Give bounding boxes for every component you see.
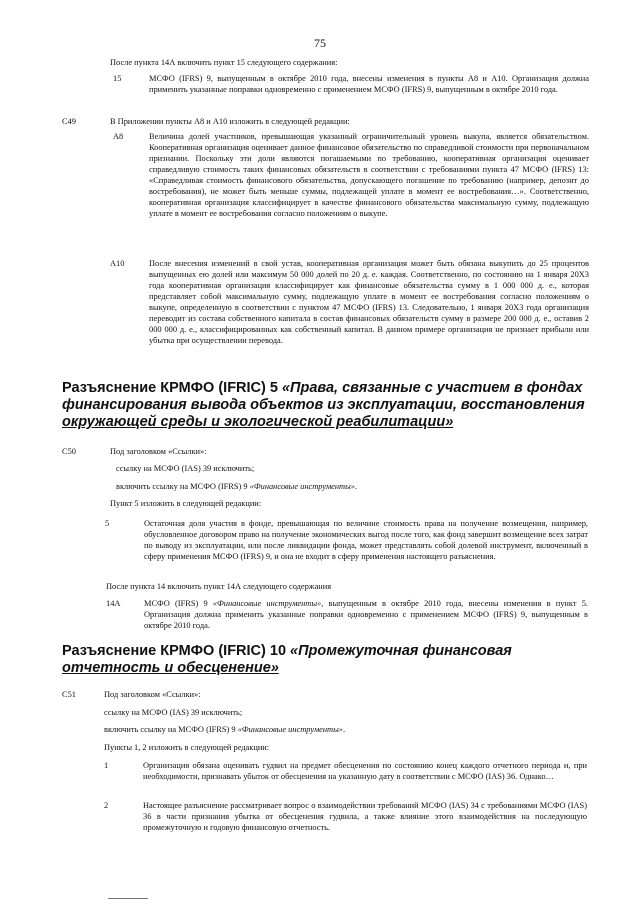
- footnote-divider: [108, 898, 148, 899]
- section-heading: [62, 380, 592, 431]
- heading-title-end: окружающей среды и экологической реабилитации»: [62, 414, 454, 430]
- paragraph-text: Настоящее разъяснение рассматривает вопрос о взаимодействии требований МСФО (IAS) 34 с требованиями МСФО (IAS) 36 в части признания убытка от обесценения гудвила, а также влияние этого взаимодействия на последующую промежуточную и годовую финансовую отчетность.: [143, 801, 587, 832]
- paragraph-number: 1: [104, 761, 109, 770]
- paragraph-number: А8: [113, 132, 124, 141]
- heading-title-end: отчетность и обесценение»: [62, 660, 279, 676]
- heading-prefix: Разъяснение КРМФО (IFRIC) 5: [62, 380, 282, 396]
- paragraph-text: МСФО (IFRS) 9, выпущенным в октябре 2010 года, внесены изменения в пункты А8 и А10. Организация должна применить указанные поправки одновременно с применением МСФО (IFRS) 9, выпущенным в октябре 2010 года.: [149, 74, 589, 94]
- paragraph-text: МСФО (IFRS) 9 «Финансовые инструменты», выпущенным в октябре 2010 года, внесены изменения в пункт 5. Организация должна применить указанные поправки одновременно с применением МСФО (IFRS) 9, выпущенным в октябре 2010 года.: [144, 599, 588, 630]
- heading-title: «Промежуточная финансовая: [290, 643, 512, 659]
- heading-prefix: Разъяснение КРМФО (IFRIC) 10: [62, 643, 291, 659]
- instruction-text: В Приложении пункты А8 и А10 изложить в следующей редакции:: [110, 117, 350, 126]
- paragraph-number: А10: [110, 259, 125, 268]
- instruction-text: Под заголовком «Ссылки»:: [110, 447, 207, 456]
- paragraph-text: Остаточная доля участия в фонде, превышающая по величине стоимость права на получение возмещения, например, обусловленное договором право на получение экономических выгод после того, как фонд завершит возмещение всех затрат по выводу из эксплуатации, или после ликвидации фонда, может представлять собой долевой инструмент, включенный в сферу применения МСФО (IFRS) 9, и она не входит в сферу применения настоящего разъяснения.: [144, 519, 588, 561]
- page-number: 75: [314, 36, 326, 50]
- paragraph-number: 5: [105, 519, 110, 528]
- instruction-text: Пункты 1, 2 изложить в следующей редакции:: [104, 743, 270, 752]
- instruction-text: Под заголовком «Ссылки»:: [104, 690, 201, 699]
- section-label: С50: [62, 447, 76, 456]
- instruction-text: После пункта 14 включить пункт 14А следующего содержания: [106, 582, 332, 591]
- section-heading: [62, 643, 592, 677]
- list-line: ссылку на МСФО (IAS) 39 исключить;: [104, 708, 243, 717]
- instruction-text: Пункт 5 изложить в следующей редакции:: [110, 499, 262, 508]
- paragraph-number: 2: [104, 801, 109, 810]
- section-label: С51: [62, 690, 76, 699]
- paragraph-text: После внесения изменений в свой устав, кооперативная организация может быть обязана выкупить до 25 процентов выпущенных ею долей или максимум 50 000 долей по 20 д. е. каждая. Соответственно, по состоянию на 1 января 20Х3 года кооперативная организация классифицирует как финансовые обязательства сумму в 1 000 000 д. е., которая представляет собой максимальную сумму, подлежащую уплате в момент ее востребования согласно положениям о выкупе, определенную в соответствии с пунктом 47 МСФО (IFRS) 13. Следовательно, 1 января 20Х3 года организация переводит из состава собственного капитала в состав финансовых обязательств сумму в размере 200 000 д. е., оставив 2 000 000 д. е., классифицированных как собственный капитал. В данном примере организация не признает прибыли или убытка при осуществлении перевода.: [149, 259, 589, 345]
- paragraph-text: Величина долей участников, превышающая указанный ограничительный уровень выкупа, является обязательством. Кооперативная организация оценивает данное финансовое обязательство по справедливой стоимости при первоначальном признании. Поскольку эти доли являются погашаемыми по требованию, кооперативная организация оценивает справедливую стоимость таких финансовых обязательств в соответствии с требованиями пункта 47 МСФО (IFRS) 13: «Справедливая стоимость финансового обязательства, допускающего погашение по требованию (например, депозит до востребования), не может быть меньше суммы, подлежащей уплате в момент ее востребования…». Соответственно, кооперативная организация классифицирует в качестве финансового обязательства максимальную сумму, подлежащую уплате в момент ее востребования согласно положениям о выкупе.: [149, 132, 589, 218]
- section-label: С49: [62, 117, 76, 126]
- paragraph-number: 15: [113, 74, 122, 83]
- instruction-text: После пункта 14А включить пункт 15 следующего содержания:: [110, 58, 338, 67]
- list-line: включить ссылку на МСФО (IFRS) 9 «Финансовые инструменты».: [116, 482, 358, 491]
- paragraph-number: 14А: [106, 599, 121, 608]
- heading-title: «Права, связанные с участием в фондах финансирования вывода объектов из эксплуатации, восстановления: [62, 380, 585, 413]
- list-line: включить ссылку на МСФО (IFRS) 9 «Финансовые инструменты».: [104, 725, 346, 734]
- list-line: ссылку на МСФО (IAS) 39 исключить;: [116, 464, 255, 473]
- paragraph-text: Организация обязана оценивать гудвил на предмет обесценения по состоянию конец каждого отчетного периода и, при необходимости, признавать убыток от обесценения на указанную дату в соответствии с МСФО (IAS) 36. Однако…: [143, 761, 587, 781]
